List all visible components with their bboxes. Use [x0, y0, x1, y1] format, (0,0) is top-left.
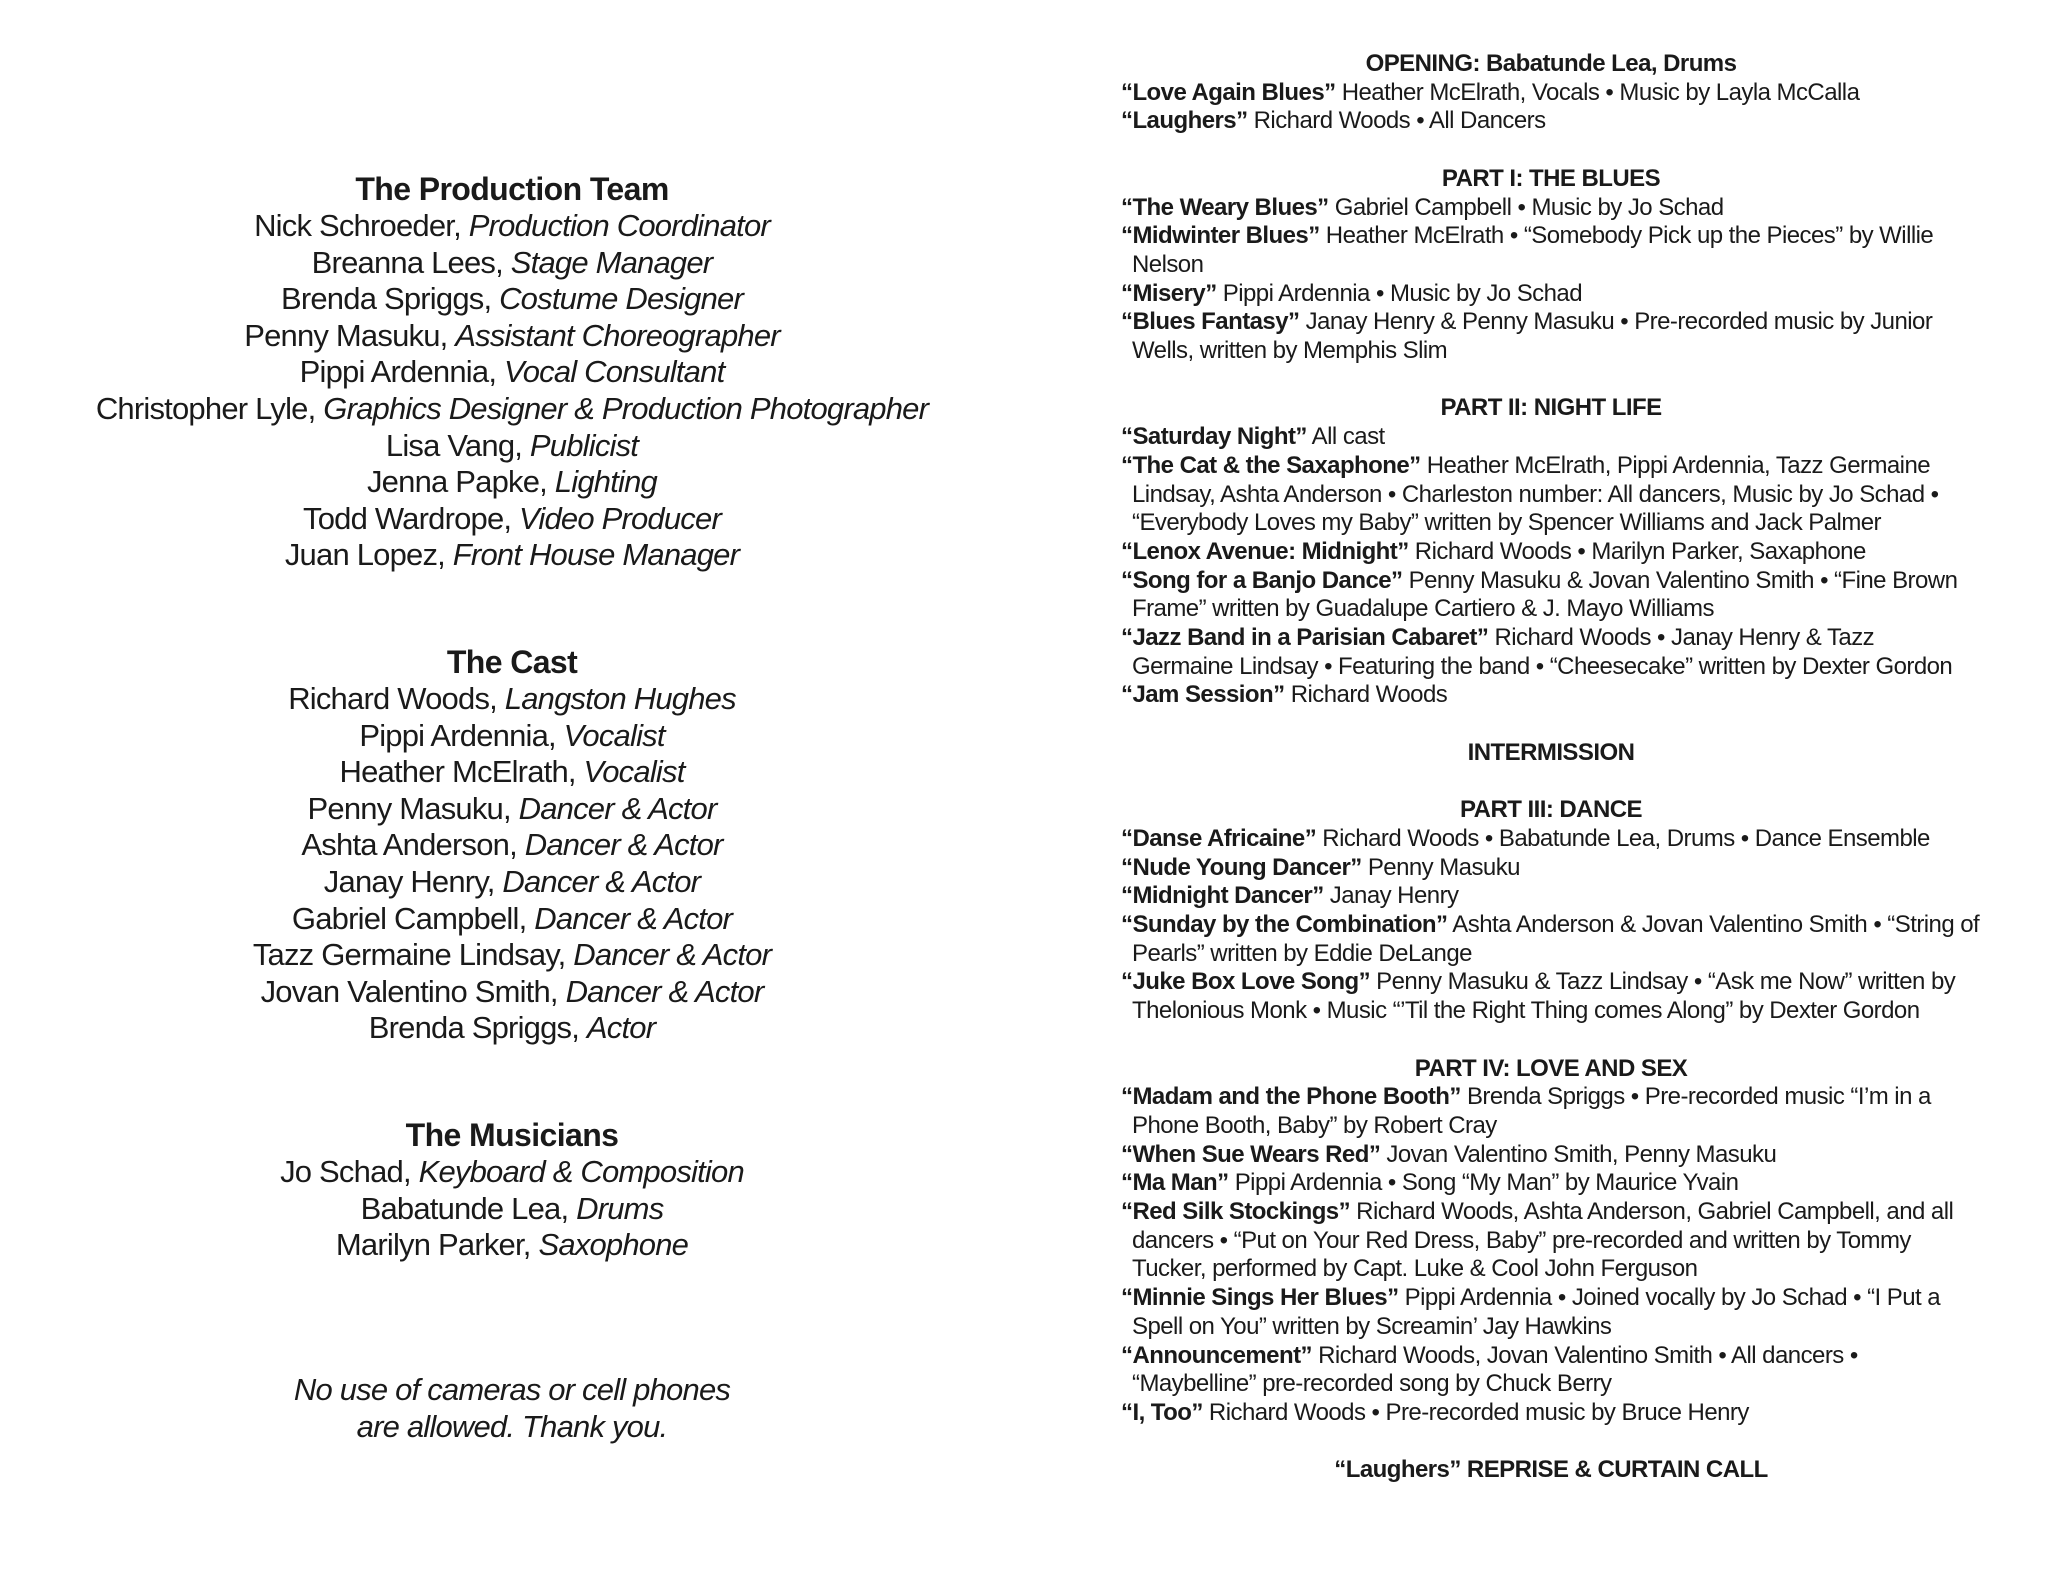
- credit-line: [0, 754, 1024, 791]
- credit-role: Graphics Designer & Production Photographer: [323, 390, 929, 426]
- piece-title: “The Weary Blues”: [1121, 193, 1329, 221]
- credit-line: [0, 501, 1024, 538]
- piece-credits: Heather McElrath, Pippi Ardennia, Tazz Germaine Lindsay, Ashta Anderson • Charleston number: All dancers, Music by Jo Schad • “Everybody Loves my Baby” written by Spencer Williams and Jack Palmer: [1132, 451, 1939, 537]
- program-item: [1121, 280, 1981, 309]
- piece-credits: Richard Woods • Marilyn Parker, Saxaphone: [1408, 537, 1866, 565]
- program-item: [1121, 1141, 1981, 1170]
- program-item: [1121, 222, 1981, 279]
- credit-role: Publicist: [529, 427, 639, 463]
- part4-heading: PART IV: LOVE AND SEX: [1414, 1054, 1688, 1082]
- piece-credits: Richard Woods • All Dancers: [1247, 107, 1546, 135]
- credit-role: Saxophone: [538, 1227, 689, 1263]
- program-item: [1121, 624, 1981, 681]
- piece-title: “Song for a Banjo Dance”: [1121, 566, 1403, 594]
- piece-title: “Nude Young Dancer”: [1121, 853, 1362, 881]
- program-item: [1121, 452, 1981, 538]
- part1-heading: PART I: THE BLUES: [1441, 164, 1661, 192]
- piece-title: “Laughers”: [1121, 107, 1248, 135]
- credit-role: Drums: [576, 1190, 664, 1226]
- cast-heading: The Cast: [446, 644, 578, 680]
- piece-credits: Richard Woods • Babatunde Lea, Drums • Dance Ensemble: [1316, 824, 1930, 852]
- piece-credits: Penny Masuku & Tazz Lindsay • “Ask me Now” written by Thelonious Monk • Music “’Til the Right Thing comes Along” by Dexter Gordon: [1132, 968, 1956, 1025]
- piece-credits: Heather McElrath • “Somebody Pick up the Pieces” by Willie Nelson: [1132, 222, 1934, 278]
- credit-role: Vocalist: [563, 717, 665, 753]
- piece-credits: All cast: [1306, 423, 1385, 451]
- piece-credits: Gabriel Campbell • Music by Jo Schad: [1328, 193, 1724, 221]
- notice-line: are allowed. Thank you.: [356, 1408, 668, 1444]
- credit-name: Breanna Lees,: [311, 244, 511, 280]
- piece-title: “Madam and the Phone Booth”: [1121, 1083, 1461, 1111]
- part2-heading: PART II: NIGHT LIFE: [1440, 394, 1662, 422]
- program-item: [1121, 1284, 1981, 1341]
- credit-role: Dancer & Actor: [502, 863, 701, 899]
- piece-title: “Midnight Dancer”: [1121, 882, 1324, 910]
- opening-section: [1121, 50, 1981, 136]
- credit-name: Lisa Vang,: [385, 427, 530, 463]
- piece-credits: Pippi Ardennia • Song “My Man” by Maurice Yvain: [1228, 1169, 1739, 1197]
- program-item: [1121, 1198, 1981, 1284]
- credit-role: Dancer & Actor: [565, 973, 764, 1009]
- credit-line: [0, 245, 1024, 282]
- piece-title: “When Sue Wears Red”: [1121, 1140, 1381, 1168]
- credit-line: [0, 718, 1024, 755]
- piece-credits: Janay Henry: [1323, 882, 1459, 910]
- credit-line: [0, 681, 1024, 718]
- credit-role: Production Coordinator: [468, 208, 770, 243]
- credit-name: Juan Lopez,: [284, 537, 453, 573]
- credit-line: [0, 464, 1024, 501]
- piece-title: “Jam Session”: [1121, 681, 1285, 709]
- opening-heading: OPENING: Babatunde Lea, Drums: [1365, 50, 1737, 77]
- program-item: [1121, 308, 1981, 365]
- program-item: [1121, 911, 1981, 968]
- program-item: [1121, 194, 1981, 223]
- piece-credits: Ashta Anderson & Jovan Valentino Smith • “String of Pearls” written by Eddie DeLange: [1132, 911, 1980, 967]
- credit-line: [0, 354, 1024, 391]
- credit-role: Costume Designer: [499, 281, 744, 317]
- piece-credits: Richard Woods, Ashta Anderson, Gabriel Campbell, and all dancers • “Put on Your Red Dress, Baby” pre-recorded and written by Tommy Tucker, performed by Capt. Luke & Cool John Ferguson: [1132, 1198, 1954, 1283]
- credit-role: Dancer & Actor: [524, 827, 723, 863]
- credit-line: [0, 827, 1024, 864]
- credit-name: Pippi Ardennia,: [359, 717, 564, 753]
- credit-name: Marilyn Parker,: [335, 1227, 539, 1263]
- credit-name: Jo Schad,: [280, 1154, 419, 1189]
- piece-title: “Juke Box Love Song”: [1121, 968, 1371, 996]
- program-item: [1121, 854, 1981, 883]
- credit-line: [0, 901, 1024, 938]
- credit-role: Dancer & Actor: [534, 900, 733, 936]
- credit-role: Vocal Consultant: [503, 354, 725, 390]
- credit-name: Jovan Valentino Smith,: [260, 973, 566, 1009]
- credit-name: Todd Wardrope,: [303, 500, 520, 536]
- credit-name: Jenna Papke,: [366, 464, 555, 500]
- intermission-section: [1121, 739, 1981, 768]
- credit-line: [0, 974, 1024, 1011]
- program-item: [1121, 968, 1981, 1025]
- credit-line: [0, 391, 1024, 428]
- credit-name: Babatunde Lea,: [360, 1190, 577, 1226]
- piece-title: “Misery”: [1121, 279, 1217, 307]
- credit-line: [0, 281, 1024, 318]
- finale-heading: “Laughers” REPRISE & CURTAIN CALL: [1334, 1456, 1768, 1484]
- credit-name: Tazz Germaine Lindsay,: [252, 937, 574, 973]
- program-item: [1121, 79, 1981, 108]
- piece-credits: Penny Masuku: [1361, 853, 1520, 881]
- credit-name: Pippi Ardennia,: [299, 354, 504, 390]
- notice-line: No use of cameras or cell phones: [293, 1372, 731, 1407]
- piece-credits: Richard Woods: [1284, 681, 1448, 709]
- credit-role: Actor: [586, 1010, 656, 1046]
- piece-title: “Minnie Sings Her Blues”: [1121, 1284, 1399, 1312]
- credit-line: [0, 864, 1024, 901]
- credit-role: Assistant Choreographer: [455, 317, 780, 353]
- piece-title: “Blues Fantasy”: [1121, 308, 1300, 336]
- credit-name: Brenda Spriggs,: [280, 281, 500, 317]
- credit-role: Video Producer: [519, 500, 721, 536]
- piece-credits: Pippi Ardennia • Joined vocally by Jo Schad • “I Put a Spell on You” written by Screamin’ Jay Hawkins: [1132, 1284, 1941, 1340]
- piece-credits: Brenda Spriggs • Pre-recorded music “I’m in a Phone Booth, Baby” by Robert Cray: [1132, 1083, 1931, 1139]
- piece-credits: Richard Woods • Janay Henry & Tazz Germaine Lindsay • Featuring the band • “Cheesecake” written by Dexter Gordon: [1132, 624, 1953, 680]
- program-item: [1121, 681, 1981, 710]
- piece-title: “Ma Man”: [1121, 1169, 1229, 1197]
- production-team-heading: The Production Team: [355, 171, 669, 207]
- credit-name: Janay Henry,: [323, 863, 503, 899]
- cast-section: [0, 644, 1024, 1047]
- credit-line: [0, 208, 1024, 245]
- piece-title: “Jazz Band in a Parisian Cabaret”: [1121, 624, 1489, 652]
- credit-role: Keyboard & Composition: [418, 1154, 744, 1189]
- program-item: [1121, 567, 1981, 624]
- musicians-section: [0, 1117, 1024, 1264]
- credit-line: [0, 1010, 1024, 1047]
- piece-credits: Penny Masuku & Jovan Valentino Smith • “Fine Brown Frame” written by Guadalupe Cartiero & J. Mayo Williams: [1132, 566, 1958, 623]
- piece-title: “Red Silk Stockings”: [1121, 1198, 1351, 1226]
- part3-section: [1121, 796, 1981, 1026]
- credit-role: Dancer & Actor: [573, 937, 772, 973]
- credit-name: Nick Schroeder,: [254, 208, 469, 243]
- piece-credits: Heather McElrath, Vocals • Music by Layla McCalla: [1335, 78, 1860, 106]
- program-item: [1121, 107, 1981, 136]
- program-item: [1121, 1083, 1981, 1140]
- credit-role: Vocalist: [583, 754, 685, 790]
- credit-line: [0, 1227, 1024, 1264]
- program-item: [1121, 882, 1981, 911]
- credit-line: [0, 1154, 1024, 1191]
- program-item: [1121, 538, 1981, 567]
- program-panel: [1121, 50, 1981, 1514]
- piece-credits: Janay Henry & Penny Masuku • Pre-recorded music by Junior Wells, written by Memphis Slim: [1132, 308, 1933, 365]
- piece-title: “I, Too”: [1121, 1398, 1203, 1426]
- credit-line: [0, 318, 1024, 355]
- credit-name: Ashta Anderson,: [301, 827, 525, 863]
- piece-credits: Richard Woods • Pre-recorded music by Bruce Henry: [1202, 1398, 1749, 1426]
- credit-role: Front House Manager: [452, 537, 740, 573]
- piece-title: “Sunday by the Combination”: [1121, 911, 1448, 939]
- credit-name: Penny Masuku,: [244, 317, 456, 353]
- part4-section: [1121, 1055, 1981, 1428]
- credit-name: Christopher Lyle,: [95, 390, 324, 426]
- credit-name: Gabriel Campbell,: [291, 900, 535, 936]
- piece-title: “The Cat & the Saxaphone”: [1121, 451, 1421, 479]
- program-item: [1121, 423, 1981, 452]
- piece-title: “Love Again Blues”: [1121, 78, 1336, 106]
- part2-section: [1121, 394, 1981, 710]
- part3-heading: PART III: DANCE: [1460, 796, 1642, 824]
- credit-role: Dancer & Actor: [518, 790, 717, 826]
- intermission-heading: INTERMISSION: [1467, 738, 1635, 766]
- credit-line: [0, 428, 1024, 465]
- credit-name: Heather McElrath,: [339, 754, 584, 790]
- credit-name: Richard Woods,: [288, 681, 505, 716]
- musicians-heading: The Musicians: [405, 1117, 619, 1153]
- piece-credits: Jovan Valentino Smith, Penny Masuku: [1380, 1140, 1777, 1168]
- piece-title: “Saturday Night”: [1121, 423, 1307, 451]
- credit-line: [0, 937, 1024, 974]
- program-item: [1121, 1169, 1981, 1198]
- credit-name: Brenda Spriggs,: [368, 1010, 587, 1046]
- piece-title: “Lenox Avenue: Midnight”: [1121, 537, 1409, 565]
- credit-line: [0, 537, 1024, 574]
- piece-title: “Danse Africaine”: [1121, 824, 1317, 852]
- credit-line: [0, 791, 1024, 828]
- credit-role: Lighting: [554, 464, 657, 500]
- program-item: [1121, 825, 1981, 854]
- piece-title: “Midwinter Blues”: [1121, 222, 1320, 250]
- credit-role: Langston Hughes: [504, 681, 736, 716]
- production-team-section: [0, 171, 1024, 574]
- program-item: [1121, 1342, 1981, 1399]
- credit-line: [0, 1191, 1024, 1228]
- part1-section: [1121, 165, 1981, 366]
- finale-section: [1121, 1456, 1981, 1485]
- camera-notice: [0, 1372, 1024, 1445]
- credit-role: Stage Manager: [510, 244, 713, 280]
- piece-title: “Announcement”: [1121, 1341, 1312, 1369]
- piece-credits: Pippi Ardennia • Music by Jo Schad: [1216, 279, 1583, 307]
- program-item: [1121, 1399, 1981, 1428]
- piece-credits: Richard Woods, Jovan Valentino Smith • All dancers • “Maybelline” pre-recorded song by Chuck Berry: [1132, 1341, 1858, 1398]
- credit-name: Penny Masuku,: [307, 790, 519, 826]
